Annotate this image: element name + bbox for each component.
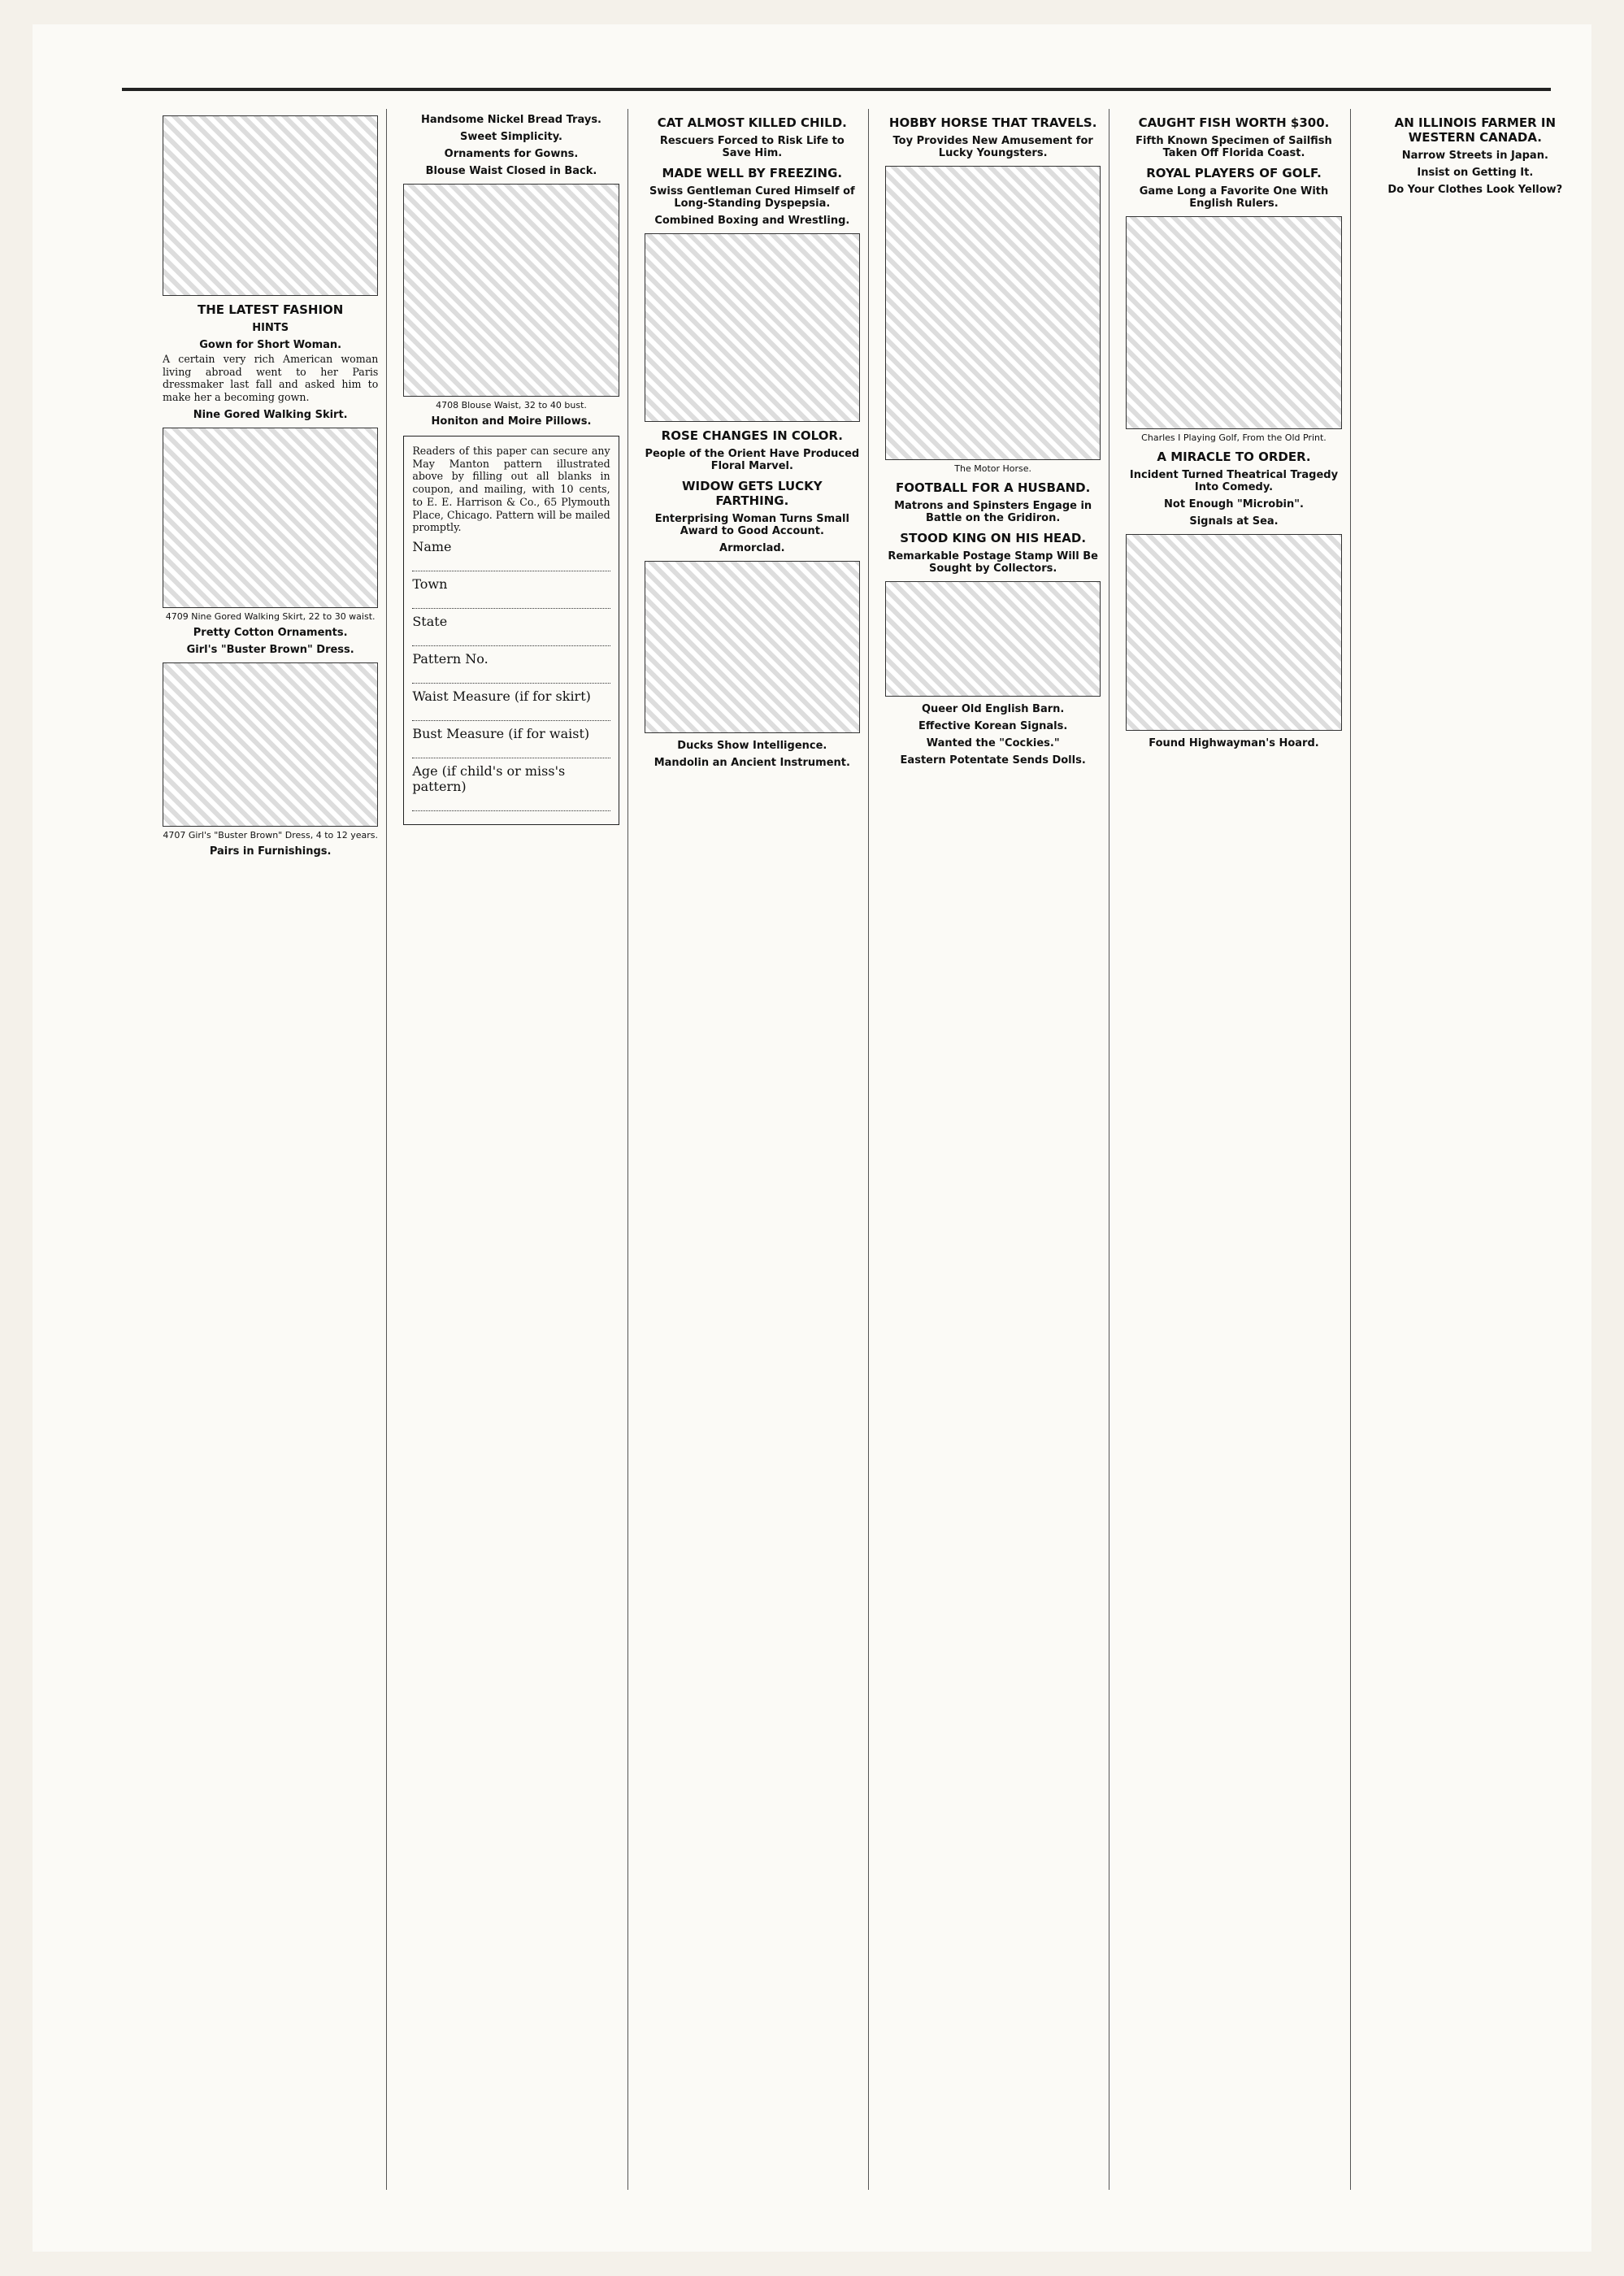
column-5 (1118, 109, 1350, 2190)
coupon-intro: Readers of this paper can secure any May Manton pattern illustrated above by filling out all blanks in coupon, and mailing, with 10 cents, to E. E. Harrison & Co., 65 Plymouth Place, Chicago. Pattern will be mailed promptly. (412, 445, 610, 534)
headline: CAT ALMOST KILLED CHILD. (657, 115, 847, 130)
headline: FOOTBALL FOR A HUSBAND. (896, 480, 1091, 495)
heading: Narrow Streets in Japan. (1401, 150, 1548, 162)
subhead: Incident Turned Theatrical Tragedy Into Comedy. (1129, 469, 1339, 493)
heading: Sweet Simplicity. (460, 131, 562, 143)
signals-illustration (1126, 534, 1341, 731)
coupon-line (412, 559, 610, 571)
caption: Charles I Playing Golf, From the Old Print. (1141, 432, 1327, 443)
subhead: Swiss Gentleman Cured Himself of Long-Standing Dyspepsia. (649, 185, 855, 210)
coupon-line (412, 709, 610, 721)
coupon-line (412, 799, 610, 811)
top-rule (122, 88, 1551, 91)
coupon-town: Town (412, 576, 448, 593)
heading: Ducks Show Intelligence. (677, 740, 827, 752)
heading: Signals at Sea. (1189, 515, 1279, 528)
heading: Queer Old English Barn. (921, 703, 1065, 715)
column-3 (636, 109, 869, 2190)
heading: Combined Boxing and Wrestling. (654, 215, 850, 227)
heading: Insist on Getting It. (1417, 167, 1534, 179)
heading: Armorclad. (719, 542, 785, 554)
heading: Pretty Cotton Ornaments. (193, 626, 348, 639)
coupon-state: State (412, 614, 448, 630)
heading: Pairs in Furnishings. (209, 845, 332, 858)
headline: ROSE CHANGES IN COLOR. (661, 428, 843, 443)
coupon-name: Name (412, 539, 452, 555)
caption: 4707 Girl's "Buster Brown" Dress, 4 to 12 years. (163, 829, 378, 840)
headline: MADE WELL BY FREEZING. (662, 166, 843, 180)
headline: HOBBY HORSE THAT TRAVELS. (888, 115, 1097, 130)
heading: Wanted the "Cockies." (926, 737, 1060, 749)
golf-illustration (1126, 216, 1341, 429)
stamp-illustration (885, 581, 1101, 697)
heading: Effective Korean Signals. (918, 720, 1068, 732)
headline: WIDOW GETS LUCKY FARTHING. (682, 479, 823, 508)
paragraph: A certain very rich American woman living abroad went to her Paris dressmaker last fall and asked him to make her a becoming gown. (163, 353, 379, 404)
heading: Not Enough "Microbin". (1164, 498, 1304, 510)
masthead-hint: HINTS (252, 322, 289, 334)
heading: Gown for Short Woman. (199, 339, 342, 351)
column-6 (1359, 109, 1591, 2190)
coupon-pattern: Pattern No. (412, 651, 489, 667)
caption: The Motor Horse. (954, 463, 1032, 474)
dress-illustration (163, 662, 378, 827)
subhead: Remarkable Postage Stamp Will Be Sought by Collectors. (888, 550, 1098, 575)
subhead: Toy Provides New Amusement for Lucky Youngsters. (892, 135, 1093, 159)
headline: STOOD KING ON HIS HEAD. (900, 531, 1087, 545)
headline: AN ILLINOIS FARMER IN WESTERN CANADA. (1394, 115, 1556, 145)
heading: Honiton and Moire Pillows. (431, 415, 592, 428)
coupon-line (412, 597, 610, 609)
heading: Blouse Waist Closed in Back. (425, 165, 597, 177)
blouse-illustration (403, 184, 619, 397)
newspaper-page (33, 24, 1591, 2252)
coupon-line (412, 746, 610, 758)
subhead: Game Long a Favorite One With English Rulers. (1139, 185, 1329, 210)
wrestling-illustration (645, 233, 860, 422)
subhead: Rescuers Forced to Risk Life to Save Him. (659, 135, 845, 159)
heading: Girl's "Buster Brown" Dress. (186, 643, 354, 656)
column-4 (877, 109, 1109, 2190)
armorclad-illustration (645, 561, 860, 733)
heading: Handsome Nickel Bread Trays. (420, 114, 601, 126)
masthead-illustration (163, 115, 378, 296)
coupon-line (412, 634, 610, 646)
headline: ROYAL PLAYERS OF GOLF. (1146, 166, 1322, 180)
motor-horse-illustration (885, 166, 1101, 460)
caption: 4708 Blouse Waist, 32 to 40 bust. (436, 400, 587, 410)
heading: Do Your Clothes Look Yellow? (1387, 184, 1563, 196)
pattern-coupon (403, 436, 619, 825)
coupon-bust: Bust Measure (if for waist) (412, 726, 590, 742)
headline: A MIRACLE TO ORDER. (1157, 450, 1311, 464)
column-2 (395, 109, 627, 2190)
heading: Found Highwayman's Hoard. (1149, 737, 1319, 749)
masthead-title: THE LATEST FASHION (197, 302, 344, 317)
caption: 4709 Nine Gored Walking Skirt, 22 to 30 waist. (165, 610, 376, 622)
heading: Nine Gored Walking Skirt. (193, 408, 348, 421)
headline: CAUGHT FISH WORTH $300. (1138, 115, 1330, 130)
subhead: Fifth Known Specimen of Sailfish Taken Off Florida Coast. (1135, 135, 1332, 159)
subhead: Matrons and Spinsters Engage in Battle on the Gridiron. (894, 500, 1092, 524)
heading: Eastern Potentate Sends Dolls. (900, 754, 1086, 767)
coupon-waist: Waist Measure (if for skirt) (412, 688, 591, 705)
heading: Mandolin an Ancient Instrument. (654, 757, 850, 769)
subhead: People of the Orient Have Produced Floral Marvel. (645, 448, 860, 472)
subhead: Enterprising Woman Turns Small Award to Good Account. (654, 513, 849, 537)
column-1 (154, 109, 387, 2190)
columns (154, 109, 1591, 2190)
coupon-line (412, 671, 610, 684)
heading: Ornaments for Gowns. (444, 148, 579, 160)
skirt-illustration (163, 428, 378, 608)
coupon-age: Age (if child's or miss's pattern) (412, 763, 566, 795)
